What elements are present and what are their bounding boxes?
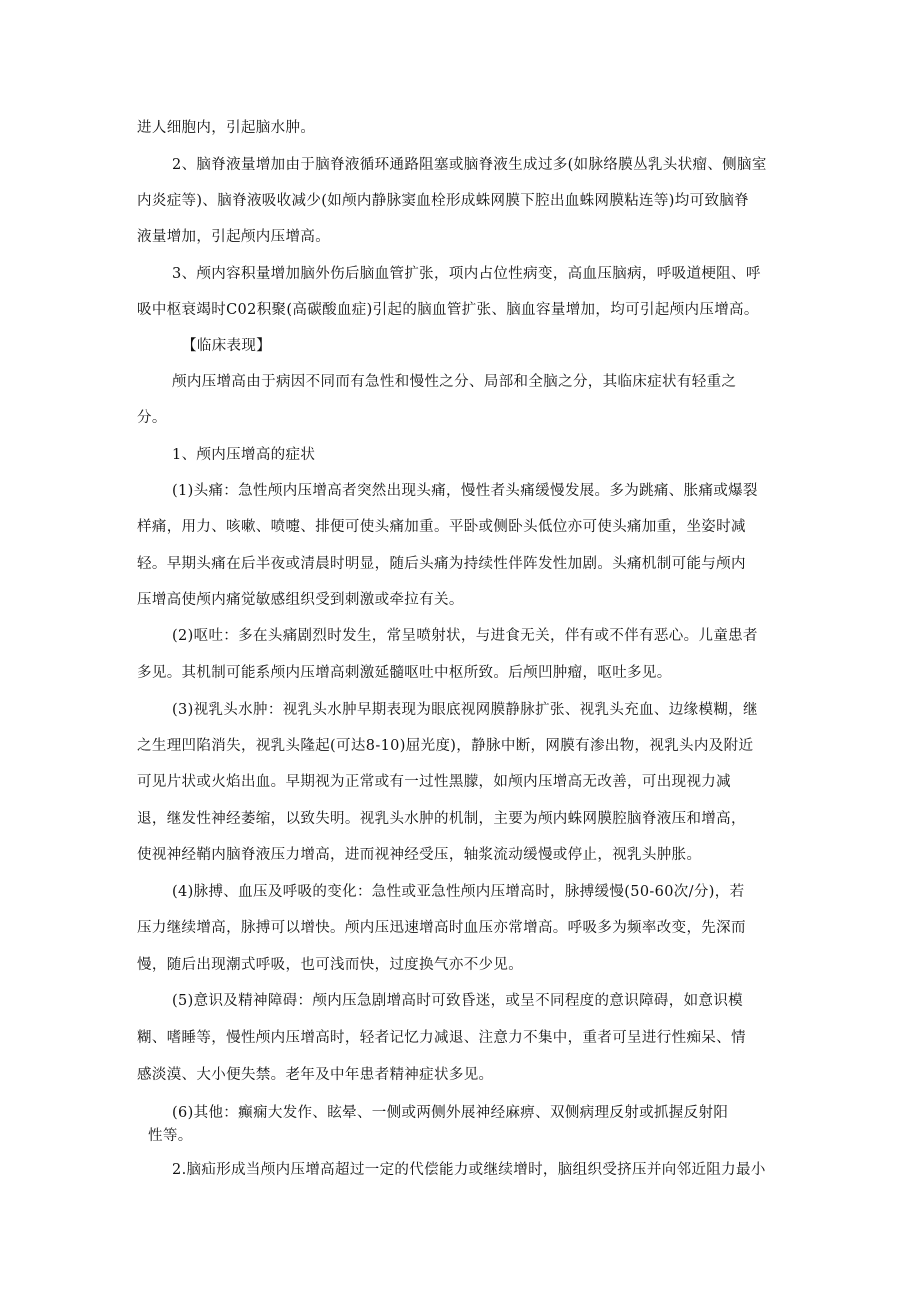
paragraph-line: 感淡漠、大小便失禁。老年及中年患者精神症状多见。 [137,1067,494,1083]
paragraph-line: 2、脑脊液量增加由于脑脊液循环通路阻塞或脑脊液生成过多(如脉络膜丛乳头状瘤、侧脑室 [172,157,767,173]
paragraph-line: 进人细胞内，引起脑水肿。 [137,120,316,136]
paragraph-line: 压增高使颅内痛觉敏感组织受到刺激或牵拉有关。 [137,592,464,608]
paragraph-line: 慢，随后出现潮式呼吸，也可浅而快，过度换气亦不少见。 [137,957,524,973]
paragraph-line: 糊、嗜睡等，慢性颅内压增高时，轻者记忆力减退、注意力不集中，重者可呈进行性痴呆、情 [137,1030,746,1046]
paragraph-line: (3)视乳头水肿：视乳头水肿早期表现为眼底视网膜静脉扩张、视乳头充血、边缘模糊，继 [172,702,758,718]
paragraph-line: 2.脑疝形成当颅内压增高超过一定的代偿能力或继续增时，脑组织受挤压并向邻近阻力最小 [172,1162,766,1178]
paragraph-line: (2)呕吐：多在头痛剧烈时发生，常呈喷射状，与进食无关，伴有或不伴有恶心。儿童患者 [172,628,758,644]
paragraph-line: 性等。 [148,1128,193,1144]
paragraph-line: (6)其他：癫痫大发作、眩晕、一侧或两侧外展神经麻痹、双侧病理反射或抓握反射阳 [172,1105,729,1121]
paragraph-line: 样痛，用力、咳嗽、喷嚏、排便可使头痛加重。平卧或侧卧头低位亦可使头痛加重，坐姿时减 [137,519,746,535]
section-heading: 【临床表现】 [182,338,272,354]
paragraph-line: 3、颅内容积量增加脑外伤后脑血管扩张，项内占位性病变，高血压脑病，呼吸道梗阻、呼 [172,266,761,282]
subsection-heading: 1、颅内压增高的症状 [172,447,316,463]
paragraph-line: 液量增加，引起颅内压增高。 [137,229,331,245]
paragraph-line: 吸中枢衰竭时C02积聚(高碳酸血症)引起的脑血管扩张、脑血容量增加，均可引起颅内压增高。 [137,302,759,318]
paragraph-line: 颅内压增高由于病因不同而有急性和慢性之分、局部和全脑之分，其临床症状有轻重之 [172,374,737,390]
paragraph-line: 轻。早期头痛在后半夜或清晨时明显，随后头痛为持续性伴阵发性加剧。头痛机制可能与颅内 [137,556,746,572]
paragraph-line: 之生理凹陷消失，视乳头隆起(可达8-10)屈光度)，静脉中断，网膜有渗出物，视乳头内及附近 [137,738,754,754]
paragraph-line: 分。 [137,410,167,426]
paragraph-line: 内炎症等)、脑脊液吸收减少(如颅内静脉窦血栓形成蛛网膜下腔出血蛛网膜粘连等)均可致脑脊 [137,193,750,209]
paragraph-line: (5)意识及精神障碍：颅内压急剧增高时可致昏迷，或呈不同程度的意识障碍，如意识模 [172,993,744,1009]
paragraph-line: (4)脉搏、血压及呼吸的变化：急性或亚急性颅内压增高时，脉搏缓慢(50-60次/分)，若 [172,884,745,900]
paragraph-line: 使视神经鞘内脑脊液压力增高，进而视神经受压，轴浆流动缓慢或停止，视乳头肿胀。 [137,847,702,863]
paragraph-line: 压力继续增高，脉搏可以增快。颅内压迅速增高时血压亦常增高。呼吸多为频率改变，先深而 [137,920,746,936]
paragraph-line: 可见片状或火焰出血。早期视为正常或有一过性黑朦，如颅内压增高无改善，可出现视力减 [137,774,731,790]
paragraph-line: 多见。其机制可能系颅内压增高刺激延髓呕吐中枢所致。后颅凹肿瘤，呕吐多见。 [137,665,672,681]
paragraph-line: 退，继发性神经萎缩，以致失明。视乳头水肿的机制，主要为颅内蛛网膜腔脑脊液压和增高， [137,811,746,827]
paragraph-line: (1)头痛：急性颅内压增高者突然出现头痛，慢性者头痛缓慢发展。多为跳痛、胀痛或爆裂 [172,483,758,499]
